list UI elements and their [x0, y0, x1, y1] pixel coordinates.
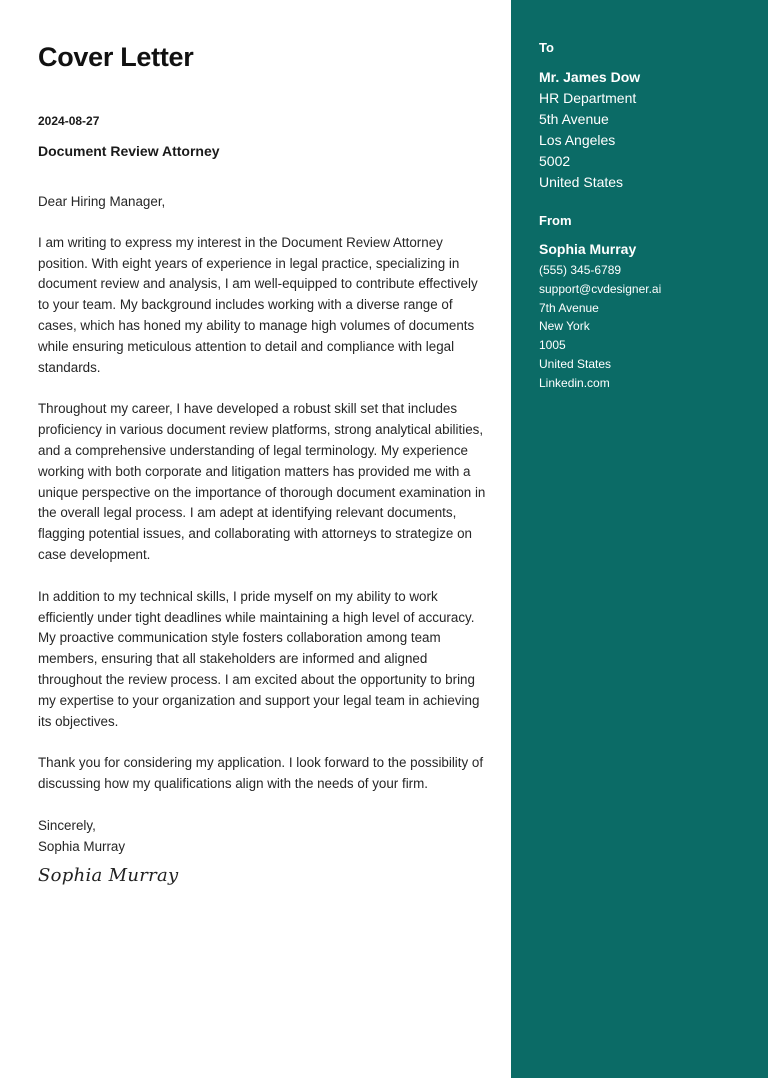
sender-country: United States — [539, 356, 612, 371]
recipient-department: HR Department — [539, 90, 637, 106]
closing-name: Sophia Murray — [38, 838, 126, 854]
recipient-city: Los Angeles — [539, 132, 616, 148]
body-paragraph-1: I am writing to express my interest in the Document Review Attorney position. With eight years of experience in legal practice, specializing in document review and analysis, I am well-equipped to contribute effectively to your team. My background includes working with a diverse range of cases, which has honed my ability to manage high volumes of documents while ensuring meticulous attention to detail and compliance with legal standards. — [38, 234, 478, 375]
body-paragraph-3: In addition to my technical skills, I pride myself on my ability to work efficiently under tight deadlines while maintaining a high level of accuracy. My proactive communication style fosters collaboration among team members, ensuring that all stakeholders are informed and aligned throughout the review process. I am excited about the opportunity to bring my expertise to your organization and support your legal team in achieving its objectives. — [38, 588, 480, 729]
recipient-postal: 5002 — [539, 153, 571, 169]
closing: Sincerely, — [38, 817, 96, 833]
contact-sidebar — [511, 0, 768, 1078]
recipient-street: 5th Avenue — [539, 111, 609, 127]
sender-website: Linkedin.com — [539, 375, 610, 390]
position-title: Document Review Attorney — [38, 143, 220, 159]
letter-date: 2024-08-27 — [38, 114, 100, 128]
sender-city: New York — [539, 319, 590, 334]
sender-phone: (555) 345-6789 — [539, 263, 622, 277]
sender-email: support@cvdesigner.ai — [539, 281, 662, 296]
greeting: Dear Hiring Manager, — [38, 194, 166, 209]
signature: Sophia Murray — [38, 864, 179, 886]
sender-name: Sophia Murray — [539, 241, 637, 257]
page-title: Cover Letter — [38, 42, 194, 72]
sender-heading: From — [539, 213, 572, 228]
letter-body — [38, 192, 486, 886]
recipient-block — [539, 40, 759, 193]
sender-block — [539, 213, 759, 393]
body-paragraph-2: Throughout my career, I have developed a robust skill set that includes proficiency in various document review platforms, strong analytical abilities, and a comprehensive understanding of legal terminology. My experience working with both corporate and litigation matters has provided me with a unique perspective on the importance of thorough document examination in the overall legal process. I am adept at identifying relevant documents, flagging potential issues, and collaborating with attorneys to strategize on case development. — [38, 401, 486, 562]
sender-postal: 1005 — [539, 338, 566, 353]
recipient-name: Mr. James Dow — [539, 69, 641, 85]
recipient-heading: To — [539, 40, 554, 55]
body-paragraph-4: Thank you for considering my application. I look forward to the possibility of discussing how my qualifications align with the needs of your firm. — [38, 755, 484, 792]
sender-street: 7th Avenue — [539, 300, 599, 315]
recipient-country: United States — [539, 174, 624, 190]
